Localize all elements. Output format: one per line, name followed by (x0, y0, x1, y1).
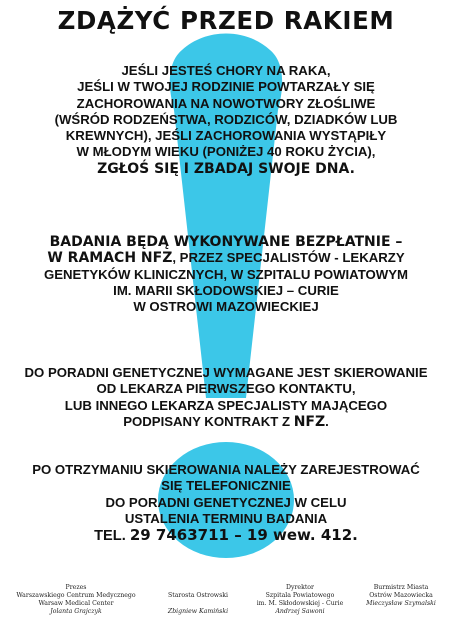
text-line: JEŚLI W TWOJEJ RODZINIE POWTARZAŁY SIĘ (77, 79, 375, 95)
signatory-name: Zbigniew Kamiński (167, 608, 229, 615)
signature-block (250, 584, 350, 616)
text-fragment: , PRZEZ SPECJALISTÓW - LEKARZY (172, 250, 405, 266)
signature-title: Warszawskiego Centrum Medycznego (16, 592, 136, 599)
text-line: DO PORADNI GENETYCZNEJ WYMAGANE JEST SKIEROWANIE (24, 365, 428, 380)
text-line: W OSTROWI MAZOWIECKIEJ (133, 299, 319, 315)
signatory-name: Mieczysław Szymalski (366, 600, 436, 607)
signature-block (352, 584, 450, 608)
text-line: KREWNYCH), JEŚLI ZACHOROWANIA WYSTĄPIŁY (65, 128, 387, 144)
signatory-name: Andrzej Sawoni (275, 608, 325, 615)
text-line: GENETYKÓW KLINICZNYCH, W SZPITALU POWIATOWYM (43, 266, 409, 282)
signature-title: Burmistrz Miasta (373, 584, 429, 591)
phone-line (8, 527, 444, 544)
text-line: ZACHOROWANIA NA NOWOTWORY ZŁOŚLIWE (76, 95, 376, 111)
registration-section (8, 462, 444, 544)
text-line: IM. MARII SKŁODOWSKIEJ – CURIE (113, 282, 339, 298)
call-to-action: ZGŁOŚ SIĘ I ZBADAJ SWOJE DNA. (97, 160, 355, 177)
phone-label: TEL. (94, 528, 130, 545)
free-testing-headline: BADANIA BĘDĄ WYKONYWANE BEZPŁATNIE – (49, 234, 403, 250)
text-line: USTALENIA TERMINU BADANIA (124, 510, 328, 526)
text-line (8, 250, 444, 266)
poster-title: ZDĄŻYĆ PRZED RAKIEM (57, 6, 395, 35)
signatory-name: Jolanta Grajczyk (50, 608, 102, 615)
signature-title: Starosta Ostrowski (167, 592, 229, 599)
signature-block (148, 592, 248, 616)
signature-title: Szpitala Powiatowego (265, 592, 335, 599)
text-line: LUB INNEGO LEKARZA SPECJALISTY MAJĄCEGO (64, 397, 388, 413)
nfz-label: W RAMACH NFZ (47, 250, 173, 267)
text-fragment: . (325, 413, 329, 429)
risk-criteria-section (8, 63, 444, 177)
text-line (8, 414, 444, 430)
text-line: SIĘ TELEFONICZNIE (161, 478, 291, 494)
text-line: OD LEKARZA PIERWSZEGO KONTAKTU, (96, 381, 356, 397)
text-line: W MŁODYM WIEKU (PONIŻEJ 40 ROKU ŻYCIA), (76, 144, 376, 160)
text-line: PO OTRZYMANIU SKIEROWANIA NALEŻY ZAREJESTROWAĆ (32, 462, 420, 477)
text-fragment: PODPISANY KONTRAKT Z (123, 413, 294, 429)
nfz-label: NFZ (293, 413, 326, 430)
signature-title: Dyrektor (286, 584, 314, 591)
signature-title: Warsaw Medical Center (38, 600, 114, 607)
signature-block (2, 584, 150, 616)
signature-title: im. M. Skłodowskiej - Curie (256, 600, 344, 607)
signature-title: Prezes (65, 584, 87, 591)
signature-title: Ostrów Mazowiecka (369, 592, 433, 599)
text-line: DO PORADNI GENETYCZNEJ W CELU (105, 494, 347, 510)
phone-number: 29 7463711 – 19 wew. 412. (129, 526, 358, 545)
text-line: JEŚLI JESTEŚ CHORY NA RAKA, (121, 63, 331, 78)
free-testing-section (8, 234, 444, 315)
text-line: (WŚRÓD RODZEŃSTWA, RODZICÓW, DZIADKÓW LUB (54, 111, 398, 127)
referral-section (8, 365, 444, 430)
signatures (0, 584, 452, 638)
